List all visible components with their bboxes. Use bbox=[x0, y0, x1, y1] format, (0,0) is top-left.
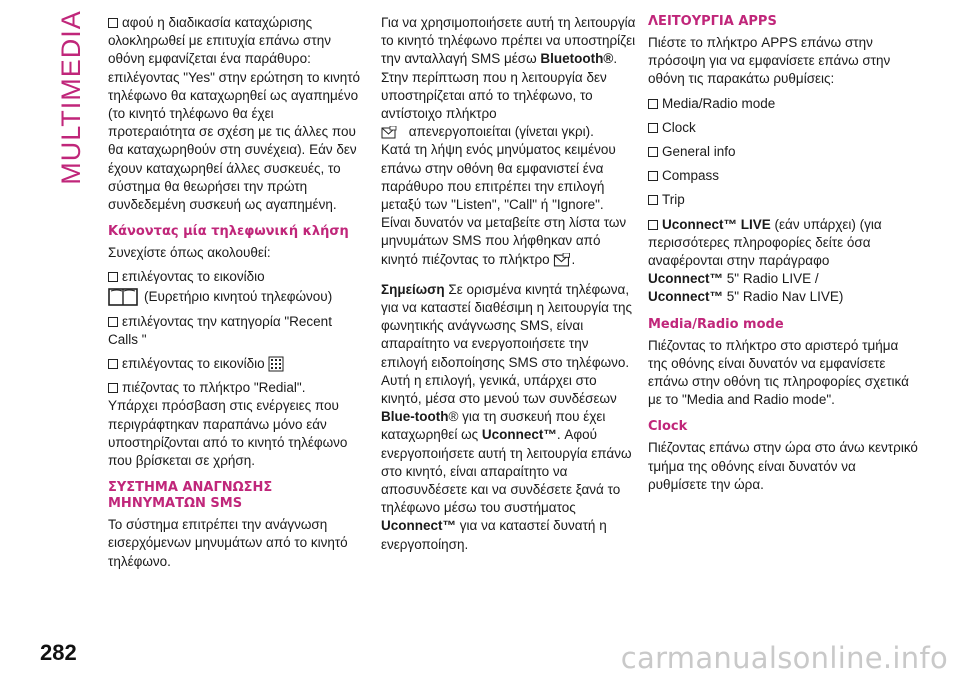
list-item bbox=[648, 216, 918, 307]
bullet-box-icon bbox=[648, 171, 658, 181]
uconnect-term: Uconnect™ bbox=[648, 289, 724, 305]
paragraph: Πιέστε το πλήκτρο APPS επάνω στην πρόσοψη για να εμφανίσετε επάνω στην οθόνη τις παρακάτω ρυθμίσεις: bbox=[648, 35, 891, 87]
watermark: carmanualsonline.info bbox=[620, 641, 948, 675]
column-1 bbox=[108, 14, 364, 571]
bullet-box-icon bbox=[648, 195, 658, 205]
list-item-text: General info bbox=[662, 144, 736, 160]
bullet-box-icon bbox=[108, 359, 118, 369]
uconnect-term: Uconnect™ bbox=[648, 271, 724, 287]
list-item-text: Clock bbox=[662, 119, 696, 135]
paragraph-text: Για να χρησιμοποιήσετε αυτή τη λειτουργία το κινητό τηλέφωνο πρέπει να υποστηρίζει την ανταλλαγή SMS μέσω bbox=[381, 15, 636, 67]
list-item-text: Compass bbox=[662, 168, 720, 184]
paragraph-text: Είναι δυνατόν να μεταβείτε στη λίστα των μηνυμάτων SMS που λήφθηκαν από κινητό πιέζοντας το πλήκτρο bbox=[381, 215, 627, 267]
keypad-icon bbox=[268, 356, 284, 372]
paragraph: Υπάρχει πρόσβαση στις ενέργειες που περιγράφτηκαν παραπάνω μόνο εάν υποστηρίζονται από το κινητό τηλέφωνο που βρίσκεται σε χρήση. bbox=[108, 398, 348, 469]
section-side-title bbox=[52, 9, 90, 185]
paragraph-text: . bbox=[613, 51, 618, 67]
paragraph bbox=[381, 69, 637, 142]
column-2 bbox=[381, 14, 637, 554]
paragraph-text: ® για τη συσκευή που έχει καταχωρηθεί ως bbox=[381, 409, 606, 443]
list-item bbox=[648, 143, 918, 161]
paragraph bbox=[108, 14, 364, 214]
paragraph: Συνεχίστε όπως ακολουθεί: bbox=[108, 245, 271, 261]
paragraph-text: . bbox=[571, 251, 576, 267]
heading-sms-reader: ΣΥΣΤΗΜΑ ΑΝΑΓΝΩΣΗΣ ΜΗΝΥΜΑΤΩΝ SMS bbox=[108, 480, 273, 512]
uconnect-live-term: Uconnect™ LIVE bbox=[662, 216, 771, 232]
list-item bbox=[648, 167, 918, 185]
heading-media-radio: Media/Radio mode bbox=[648, 316, 784, 332]
paragraph: Πιέζοντας επάνω στην ώρα στο άνω κεντρικό τμήμα της οθόνης είναι δυνατόν να ρυθμίσετε την ώρα. bbox=[648, 440, 918, 492]
section-title-text: MULTIMEDIA bbox=[55, 9, 86, 185]
paragraph-text: Σε ορισμένα κινητά τηλέφωνα, για να καταστεί διαθέσιμη η λειτουργία της φωνητικής ανάγνωσης SMS, είναι απαραίτητο να ενεργοποιήσετε την επιλογή ειδοποίησης SMS στο τηλέφωνο. Αυτή η επιλογή, γενικά, υπάρχει στο κινητό, μέσα στο μενού των συνδέσεων bbox=[381, 281, 632, 407]
list-item-text: επιλέγοντας το εικονίδιο bbox=[122, 269, 265, 285]
paragraph bbox=[381, 214, 637, 269]
paragraph-text: Στην περίπτωση που η λειτουργία δεν υποστηρίζεται από το τηλέφωνο, το αντίστοιχο πλήκτρο bbox=[381, 69, 607, 122]
list-item bbox=[108, 313, 364, 349]
list-item-continuation bbox=[108, 287, 364, 307]
paragraph bbox=[381, 14, 637, 69]
paragraph: Κατά τη λήψη ενός μηνύματος κειμένου επάνω στην οθόνη θα εμφανιστεί ένα παράθυρο που επιτρέπει την επιλογή μεταξύ των "Listen", "Call" ή "Ignore". bbox=[381, 142, 616, 213]
sms-icon bbox=[553, 253, 571, 267]
bullet-box-icon bbox=[108, 272, 118, 282]
list-item-text: (εάν υπάρχει) (για περισσότερες πληροφορίες δείτε όσα αναφέρονται στην παράγραφο bbox=[648, 216, 882, 269]
bullet-box-icon bbox=[108, 383, 118, 393]
list-item bbox=[108, 268, 364, 286]
bullet-box-icon bbox=[648, 220, 658, 230]
bluetooth-term: Bluetooth® bbox=[540, 51, 614, 67]
note-paragraph bbox=[381, 281, 637, 554]
phonebook-icon bbox=[108, 287, 138, 307]
heading-make-call: Κάνοντας μία τηλεφωνική κλήση bbox=[108, 224, 349, 240]
list-item-text: 5" Radio Nav LIVE) bbox=[723, 289, 844, 305]
heading-clock: Clock bbox=[648, 419, 688, 435]
bluetooth-term: Blue-tooth bbox=[381, 409, 449, 425]
bullet-box-icon bbox=[108, 317, 118, 327]
list-item bbox=[108, 355, 364, 373]
list-item-text: πιέζοντας το πλήκτρο "Redial". bbox=[122, 380, 306, 396]
uconnect-term: Uconnect™ bbox=[481, 427, 557, 443]
paragraph: Πιέζοντας το πλήκτρο στο αριστερό τμήμα της οθόνης είναι δυνατόν να εμφανίσετε επάνω στην οθόνη τις πληροφορίες σχετικά με το "Media and Radio mode". bbox=[648, 337, 909, 408]
list-item bbox=[648, 95, 918, 113]
bullet-box-icon bbox=[648, 99, 658, 109]
list-item bbox=[648, 191, 918, 209]
bullet-box-icon bbox=[108, 18, 118, 28]
heading-apps: ΛΕΙΤΟΥΡΓΙΑ APPS bbox=[648, 14, 777, 29]
list-item-text: επιλέγοντας την κατηγορία "Recent Calls " bbox=[108, 313, 332, 347]
list-item-text: 5" Radio LIVE / bbox=[723, 271, 819, 287]
paragraph: Το σύστημα επιτρέπει την ανάγνωση εισερχόμενων μηνυμάτων από το κινητό τηλέφωνο. bbox=[108, 517, 348, 569]
page-number: 282 bbox=[40, 640, 77, 665]
list-item-text: Trip bbox=[662, 192, 685, 208]
bullet-box-icon bbox=[648, 147, 658, 157]
list-item-text: επιλέγοντας το εικονίδιο bbox=[122, 356, 265, 372]
bullet-box-icon bbox=[648, 123, 658, 133]
list-item bbox=[108, 379, 364, 397]
column-3 bbox=[648, 14, 918, 494]
sms-icon bbox=[381, 126, 397, 139]
list-item-text: Media/Radio mode bbox=[662, 95, 776, 111]
uconnect-term: Uconnect™ bbox=[381, 518, 457, 534]
list-item-text: (Ευρετήριο κινητού τηλεφώνου) bbox=[144, 288, 333, 304]
note-label: Σημείωση bbox=[381, 281, 445, 297]
paragraph-text: απενεργοποιείται (γίνεται γκρι). bbox=[408, 124, 594, 140]
list-item bbox=[648, 119, 918, 137]
paragraph-text: αφού η διαδικασία καταχώρισης ολοκληρωθεί με επιτυχία επάνω στην οθόνη εμφανίζεται ένα παράθυρο: επιλέγοντας "Yes" στην ερώτηση το κινητό τηλέφωνο θα καταχωρηθεί ως αγαπημένο (το κινητό τηλέφωνο θα έχει προτεραιότητα σε σχέση με τις άλλες που θα καταχωρηθούν στη συνέχεια). Εάν δεν έχουν καταχωρηθεί άλλες συσκευές, το σύστημα θα θεωρήσει την πρώτη συνδεδεμένη συσκευή ως αγαπημένη. bbox=[108, 15, 361, 213]
paragraph-text: για να καταστεί δυνατή η ενεργοποίηση. bbox=[381, 518, 607, 552]
paragraph-text: . Αφού ενεργοποιήσετε αυτή τη λειτουργία επάνω στο κινητό, είναι απαραίτητο να αποσυνδέσετε και να συνδέσετε ξανά το τηλέφωνο μέσω του συστήματος bbox=[381, 427, 632, 516]
